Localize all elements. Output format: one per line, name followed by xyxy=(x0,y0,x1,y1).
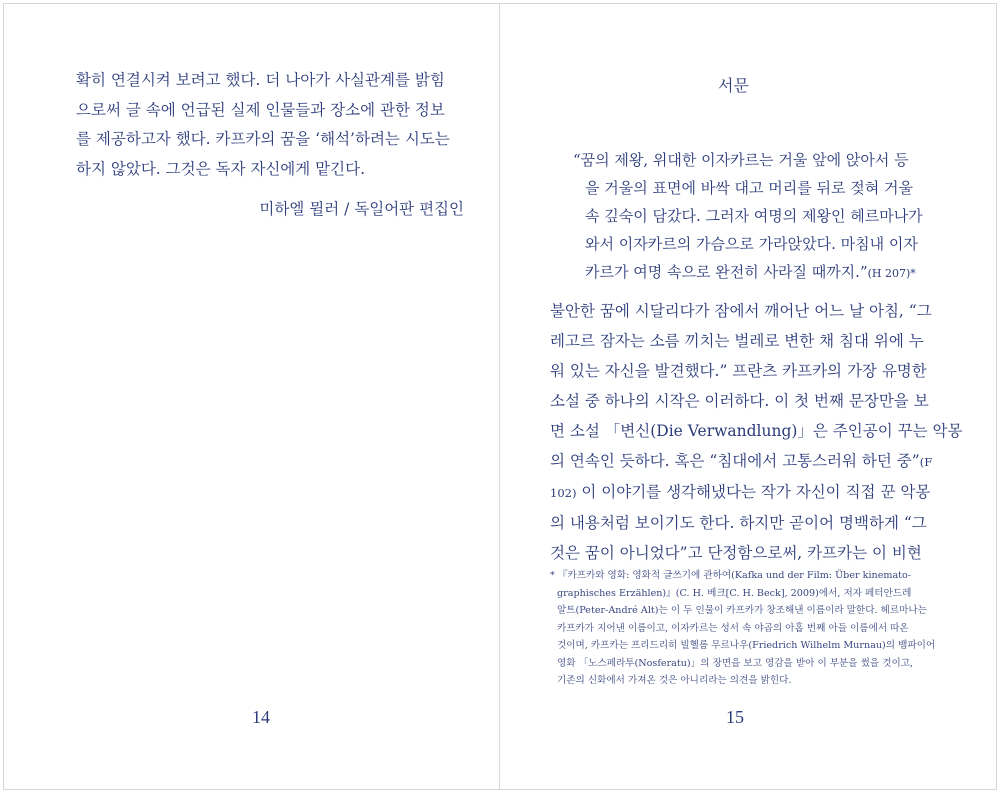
section-heading: 서문 xyxy=(718,76,749,95)
footnote-line: 알트(Peter-André Alt)는 이 두 인물이 카프카가 창조해낸 이름이라 말한다. 헤르마나는 xyxy=(557,605,927,616)
body-line-with-cite xyxy=(550,446,933,477)
page-gutter xyxy=(499,4,500,790)
body-line: 레고르 잠자는 소름 끼치는 벌레로 변한 채 침대 위에 누 xyxy=(550,332,924,350)
footnote-line: 것이며, 카프카는 프리드리히 빌헬름 무르나우(Friedrich Wilhelm Murnau)의 뱀파이어 xyxy=(557,640,936,651)
epigraph xyxy=(573,146,925,288)
page-number-left: 14 xyxy=(252,707,270,727)
body-line-with-cite xyxy=(550,477,931,508)
body-line: 를 제공하고자 했다. 카프카의 꿈을 ‘해석’하려는 시도는 xyxy=(76,130,450,148)
epigraph-line-text: 카르가 여명 속으로 완전히 사라질 때까지.” xyxy=(585,263,868,281)
body-line: 것은 꿈이 아니었다”고 단정함으로써, 카프카는 이 비현 xyxy=(550,544,922,562)
right-page-body xyxy=(550,296,963,568)
body-line-text: 이 이야기를 생각해냈다는 작가 자신이 직접 꾼 악몽 xyxy=(576,483,931,501)
body-line: 워 있는 자신을 발견했다.” 프란츠 카프카의 가장 유명한 xyxy=(550,362,927,380)
body-line: 불안한 꿈에 시달리다가 잠에서 깨어난 어느 날 아침, “그 xyxy=(550,302,932,320)
editor-signature: 미하엘 뮐러 / 독일어판 편집인 xyxy=(259,200,464,218)
epigraph-line: 와서 이자카르의 가슴으로 가라앉았다. 마침내 이자 xyxy=(585,235,918,253)
body-line: 면 소설 「변신(Die Verwandlung)」은 주인공이 꾸는 악몽 xyxy=(550,422,963,440)
footnote-line: graphisches Erzählen)』(C. H. 베크[C. H. Beck], 2009)에서, 저자 페터안드레 xyxy=(557,587,912,599)
inline-citation: (F xyxy=(919,455,933,469)
footnote-line: * 『카프카와 영화: 영화적 글쓰기에 관하여(Kafka und der Film: Über kinemato- xyxy=(550,570,912,581)
body-line: 확히 연결시켜 보려고 했다. 더 나아가 사실관계를 밝힘 xyxy=(76,71,445,89)
body-line: 으로써 글 속에 언급된 실제 인물들과 장소에 관한 정보 xyxy=(76,100,445,119)
epigraph-line-last xyxy=(573,258,925,288)
epigraph-line: 속 깊숙이 담갔다. 그러자 여명의 제왕인 헤르마나가 xyxy=(585,207,923,225)
body-line: 하지 않았다. 그것은 독자 자신에게 맡긴다. xyxy=(76,159,366,178)
footnote-line: 기존의 신화에서 가져온 것은 아니리라는 의견을 밝힌다. xyxy=(557,675,792,686)
epigraph-line: “꿈의 제왕, 위대한 이자카르는 거울 앞에 앉아서 등 xyxy=(573,151,909,169)
footnote-line: 영화 「노스페라투(Nosferatu)」의 장면을 보고 영감을 받아 이 부분을 썼을 것이고, xyxy=(557,657,914,669)
left-page-body xyxy=(76,66,464,184)
body-line: 의 내용처럼 보이기도 한다. 하지만 곧이어 명백하게 “그 xyxy=(550,514,927,532)
inline-citation: 102) xyxy=(550,486,577,500)
body-line: 소설 중 하나의 시작은 이러하다. 이 첫 번째 문장만을 보 xyxy=(550,392,929,410)
epigraph-citation: (H 207)* xyxy=(867,267,916,280)
page-number-right: 15 xyxy=(726,707,744,727)
footnote xyxy=(550,567,936,690)
epigraph-line: 을 거울의 표면에 바싹 대고 머리를 뒤로 젖혀 거울 xyxy=(585,179,913,197)
body-line-text: 의 연속인 듯하다. 혹은 “침대에서 고통스러워 하던 중” xyxy=(550,452,920,470)
footnote-line: 카프카가 지어낸 이름이고, 이자카르는 성서 속 야곱의 아홉 번째 아들 이름에서 따온 xyxy=(557,622,909,634)
